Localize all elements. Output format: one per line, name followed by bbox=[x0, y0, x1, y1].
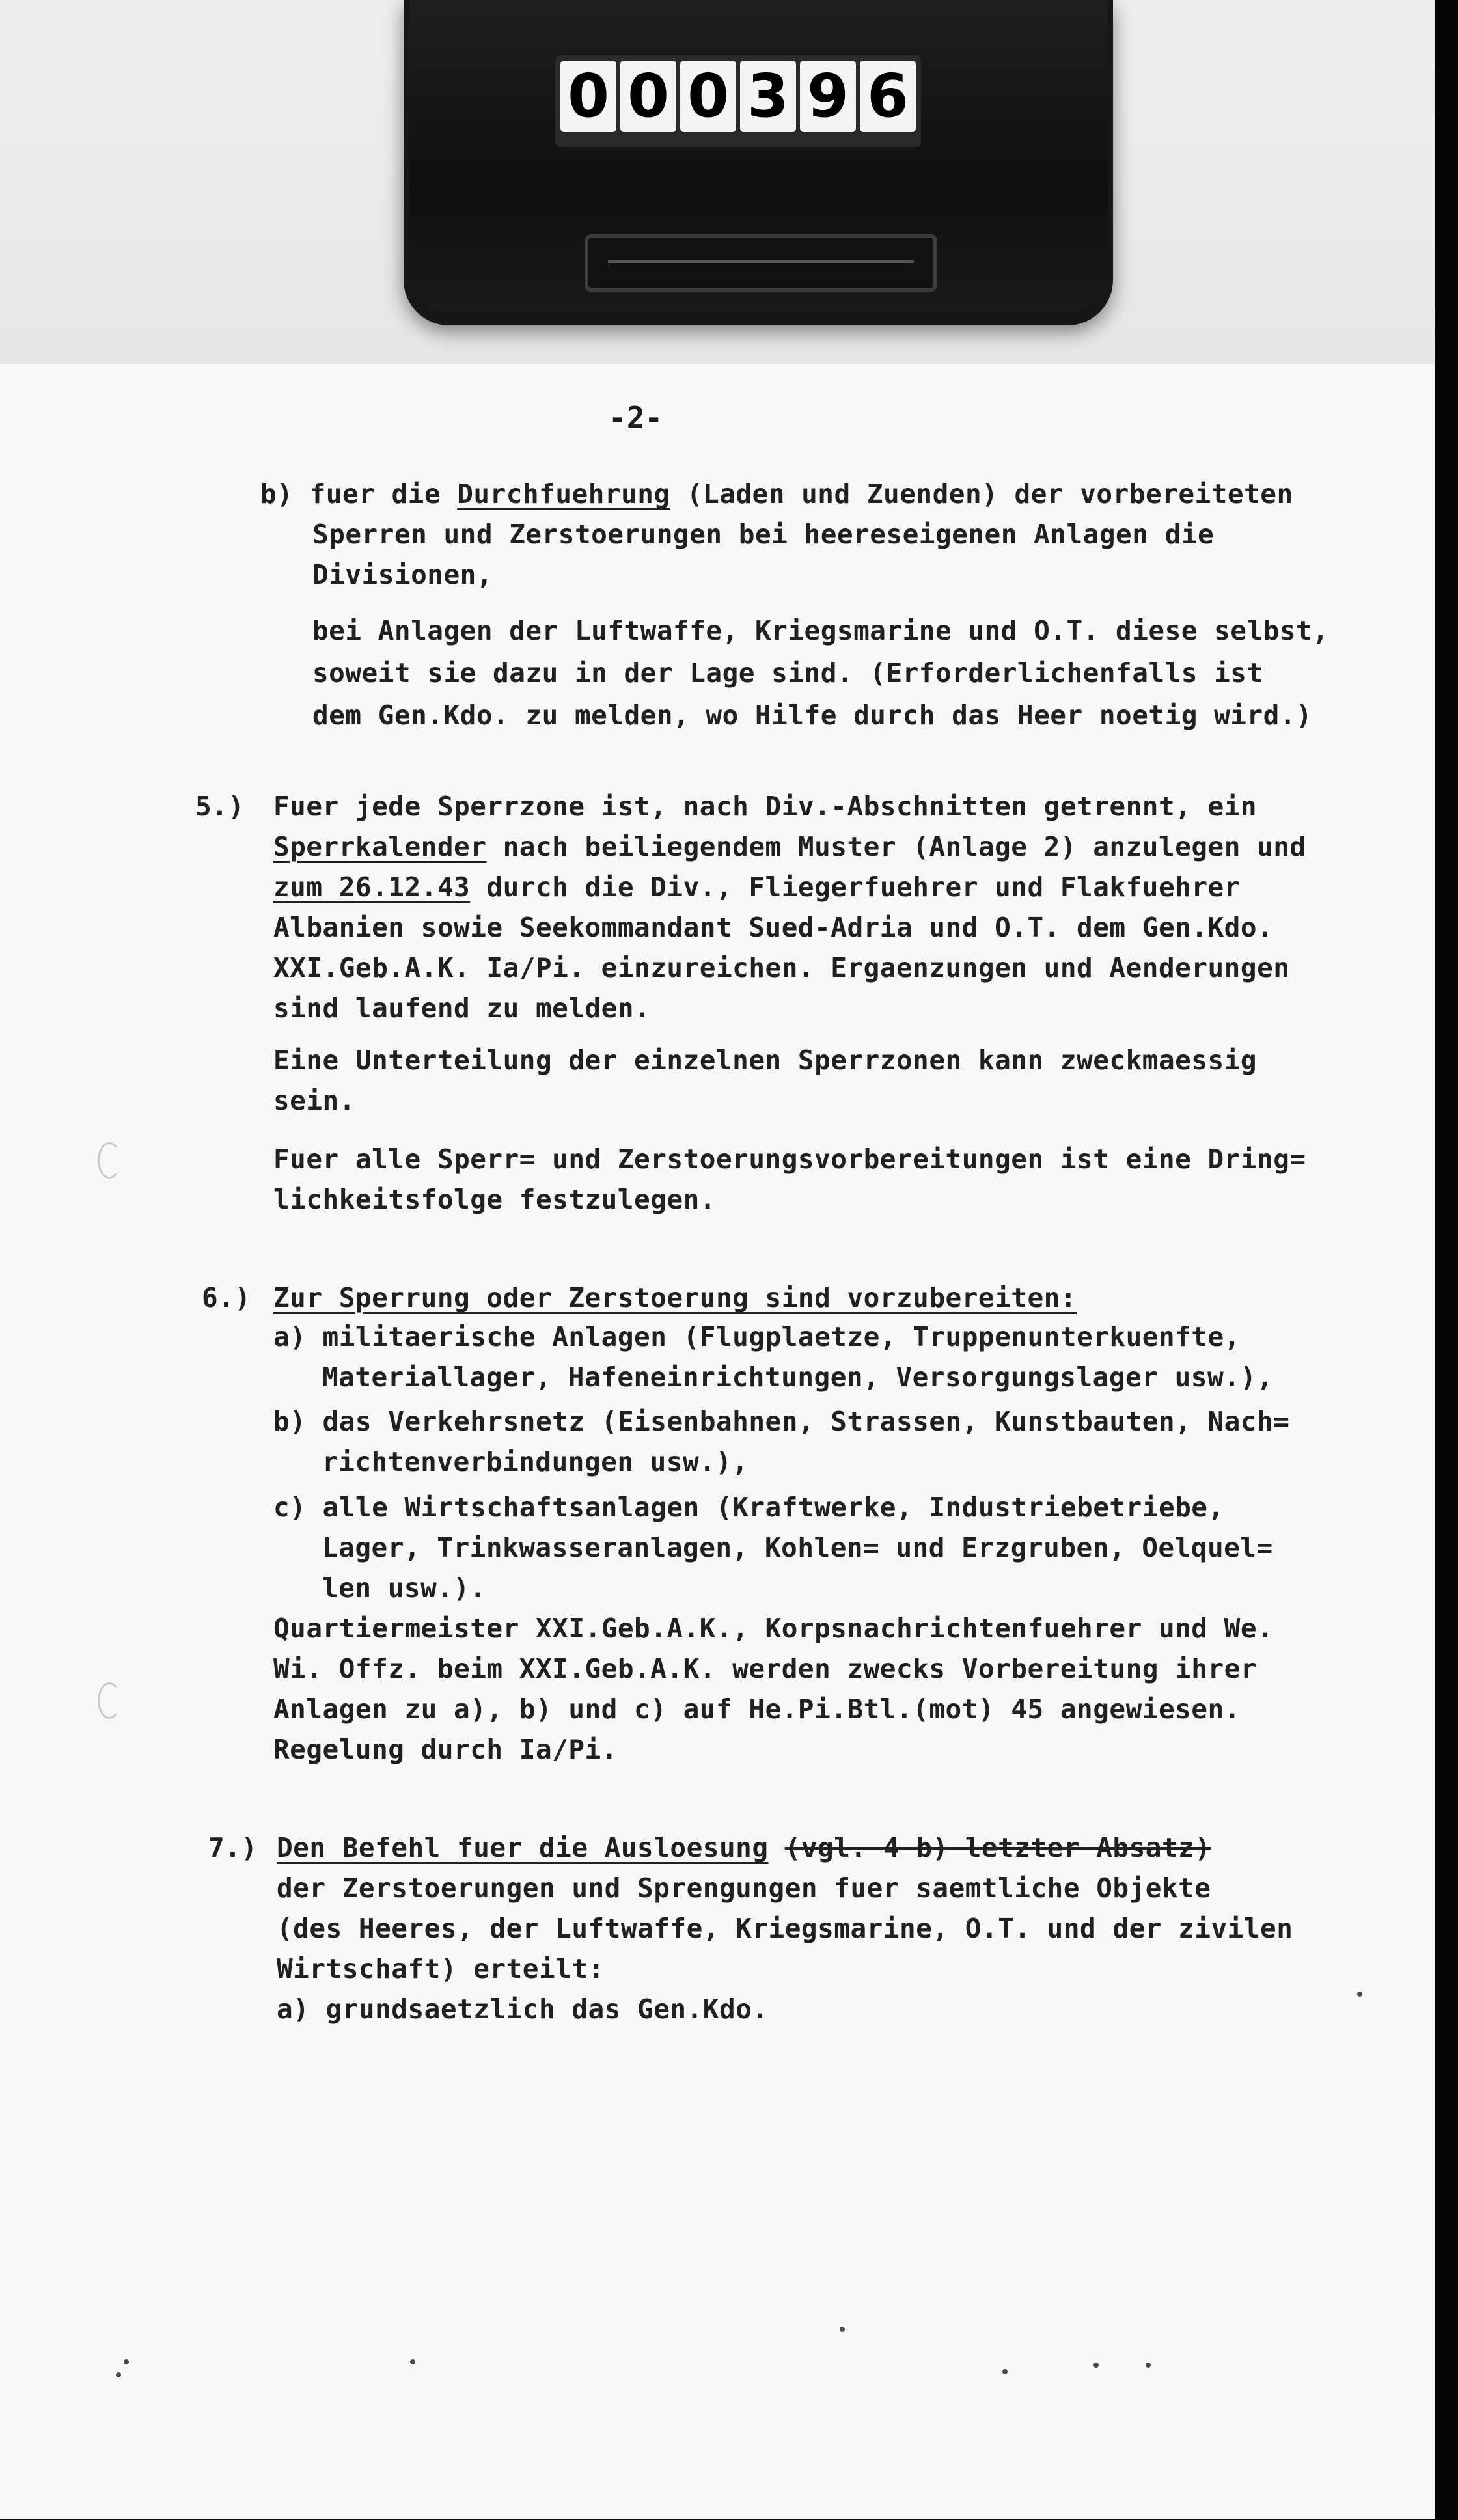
text-line: Materiallager, Hafeneinrichtungen, Versorgungslager usw.), bbox=[322, 1362, 1273, 1393]
underlined-text: Durchfuehrung bbox=[457, 478, 670, 510]
text-line bbox=[277, 1832, 1211, 1863]
counter-digit: 3 bbox=[740, 61, 796, 132]
text-line: lichkeitsfolge festzulegen. bbox=[273, 1184, 716, 1215]
speck bbox=[1357, 1992, 1362, 1997]
speck bbox=[1146, 2362, 1151, 2368]
item-marker: b) bbox=[260, 478, 294, 510]
speck bbox=[124, 2359, 129, 2364]
text-span: nach beiliegendem Muster (Anlage 2) anzulegen und bbox=[486, 831, 1306, 862]
text-line: (des Heeres, der Luftwaffe, Kriegsmarine, O.T. und der zivilen bbox=[277, 1913, 1293, 1944]
underlined-text: zum 26.12.43 bbox=[273, 871, 471, 903]
underlined-text: Sperrkalender bbox=[273, 831, 487, 862]
counter-digit: 0 bbox=[620, 61, 676, 132]
text-line: Fuer alle Sperr= und Zerstoerungsvorbereitungen ist eine Dring= bbox=[273, 1144, 1306, 1175]
text-line: sein. bbox=[273, 1085, 355, 1116]
text-line: Anlagen zu a), b) und c) auf He.Pi.Btl.(mot) 45 angewiesen. bbox=[273, 1693, 1241, 1725]
text-line: Lager, Trinkwasseranlagen, Kohlen= und Erzgruben, Oelquel= bbox=[322, 1532, 1273, 1563]
text-line: Quartiermeister XXI.Geb.A.K., Korpsnachrichtenfuehrer und We. bbox=[273, 1613, 1274, 1644]
text-line: Regelung durch Ia/Pi. bbox=[273, 1734, 618, 1765]
text-line: a) militaerische Anlagen (Flugplaetze, Truppenunterkuenfte, bbox=[273, 1321, 1241, 1352]
text-line: der Zerstoerungen und Sprengungen fuer saemtliche Objekte bbox=[277, 1872, 1211, 1904]
speck bbox=[410, 2359, 415, 2364]
text-line: Fuer jede Sperrzone ist, nach Div.-Abschnitten getrennt, ein bbox=[273, 791, 1258, 822]
counter-digit: 6 bbox=[860, 61, 916, 132]
section-marker: 7.) bbox=[208, 1832, 258, 1863]
text-span: fuer die bbox=[309, 478, 458, 510]
text-line: soweit sie dazu in der Lage sind. (Erforderlichenfalls ist bbox=[312, 657, 1263, 689]
text-line: dem Gen.Kdo. zu melden, wo Hilfe durch das Heer noetig wird.) bbox=[312, 700, 1313, 731]
page-number: -2- bbox=[609, 400, 663, 435]
underlined-text: Den Befehl fuer die Ausloesung bbox=[277, 1832, 769, 1863]
text-line bbox=[273, 831, 1306, 862]
text-line: c) alle Wirtschaftsanlagen (Kraftwerke, Industriebetriebe, bbox=[273, 1492, 1224, 1523]
counter-digit: 0 bbox=[560, 61, 616, 132]
text-line: Wirtschaft) erteilt: bbox=[277, 1953, 605, 1984]
speck bbox=[1094, 2362, 1099, 2368]
text-line: len usw.). bbox=[322, 1572, 486, 1604]
section-marker: 6.) bbox=[202, 1282, 251, 1313]
punch-hole-mark bbox=[98, 1142, 121, 1179]
counter-digit: 0 bbox=[680, 61, 736, 132]
text-line: sind laufend zu melden. bbox=[273, 993, 651, 1024]
text-line: bei Anlagen der Luftwaffe, Kriegsmarine und O.T. diese selbst, bbox=[312, 615, 1329, 646]
text-line: XXI.Geb.A.K. Ia/Pi. einzureichen. Ergaenzungen und Aenderungen bbox=[273, 952, 1290, 983]
punch-hole-mark bbox=[98, 1682, 121, 1719]
section-marker: 5.) bbox=[195, 791, 245, 822]
text-line: Wi. Offz. beim XXI.Geb.A.K. werden zwecks Vorbereitung ihrer bbox=[273, 1653, 1258, 1684]
struck-text: (vgl. 4 b) letzter Absatz) bbox=[784, 1832, 1211, 1863]
text-line: Sperren und Zerstoerungen bei heereseigenen Anlagen die bbox=[312, 519, 1215, 550]
text-line: a) grundsaetzlich das Gen.Kdo. bbox=[277, 1993, 769, 2025]
section-heading bbox=[273, 1282, 1077, 1313]
text-line bbox=[260, 478, 1293, 510]
speck bbox=[1002, 2369, 1008, 2374]
speck bbox=[840, 2327, 845, 2332]
text-line: richtenverbindungen usw.), bbox=[322, 1446, 749, 1477]
underlined-heading: Zur Sperrung oder Zerstoerung sind vorzubereiten: bbox=[273, 1282, 1077, 1313]
text-span: durch die Div., Fliegerfuehrer und Flakfuehrer bbox=[470, 871, 1241, 903]
text-line bbox=[273, 871, 1241, 903]
text-line: b) das Verkehrsnetz (Eisenbahnen, Strassen, Kunstbauten, Nach= bbox=[273, 1406, 1290, 1437]
text-line: Divisionen, bbox=[312, 559, 493, 590]
scan-border bbox=[1435, 0, 1458, 2520]
speck bbox=[116, 2372, 121, 2377]
text-line: Albanien sowie Seekommandant Sued-Adria und O.T. dem Gen.Kdo. bbox=[273, 912, 1274, 943]
text-line: Eine Unterteilung der einzelnen Sperrzonen kann zweckmaessig bbox=[273, 1045, 1258, 1076]
text-span: (Laden und Zuenden) der vorbereiteten bbox=[670, 478, 1293, 510]
counter-digit: 9 bbox=[800, 61, 856, 132]
